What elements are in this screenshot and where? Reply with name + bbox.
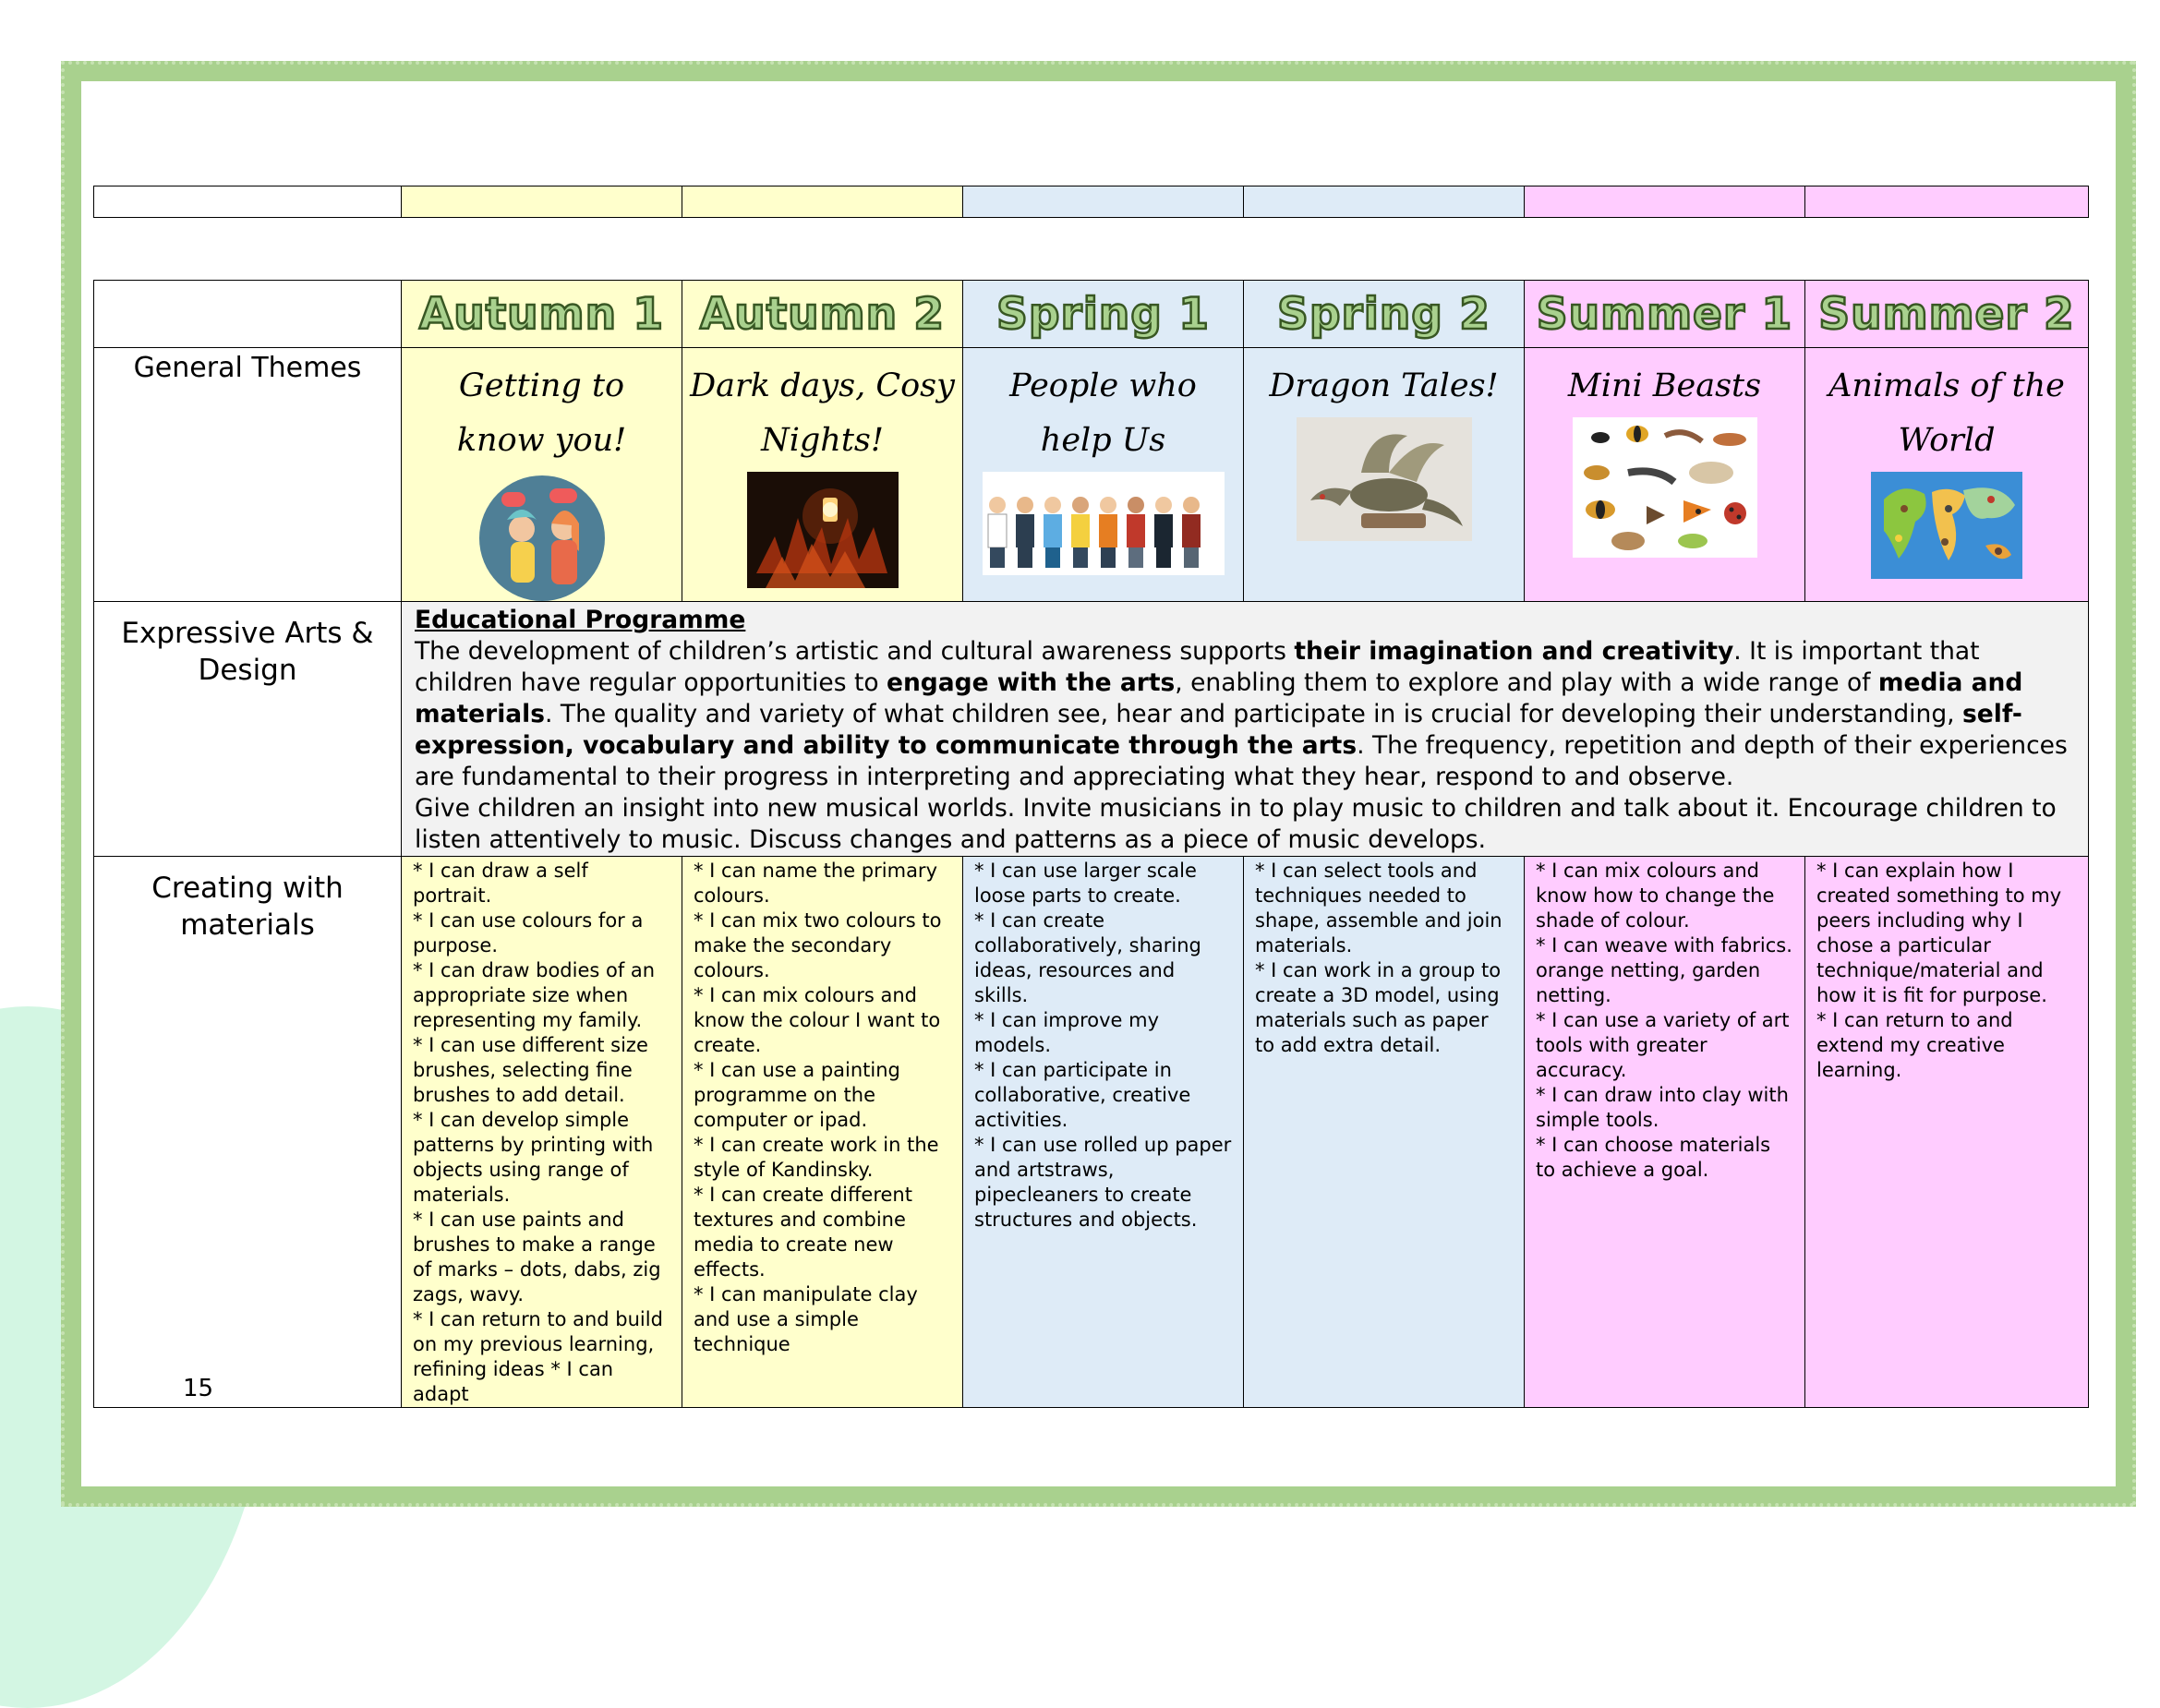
minibeasts-image [1573, 417, 1757, 558]
term-spring-1: Spring 1 [963, 281, 1244, 348]
theme-autumn-2 [682, 348, 963, 602]
text-span: . It is important that children have regular opportunities to [415, 637, 1980, 697]
strip-cell-autumn1 [402, 186, 682, 218]
theme-title-line1: Dark days, Cosy [690, 367, 955, 404]
emphasis-span: media and materials [415, 668, 2023, 728]
cwm-text: * I can name the primary colours. * I can mix two colours to make the secondary colours. * I can mix colours and know the colour I want to create. * I can use a painting programme on the computer or ipad. * I can create work in the style of Kandinsky. * I can create different textures and combine media to create new effects. * I can manipulate clay and use a simple technique [694, 860, 942, 1355]
cwm-cell-spring-1 [963, 857, 1244, 1408]
educational-programme-paragraph-1 [415, 636, 2075, 793]
text-span: . The frequency, repetition and depth of their experiences are fundamental to their progress in interpreting and appreciating what they hear, respond to and observe. [415, 731, 2068, 791]
cwm-cell-spring-2 [1244, 857, 1525, 1408]
curriculum-table [93, 280, 2089, 1408]
term-autumn-1: Autumn 1 [402, 281, 682, 348]
cwm-cell-autumn-1 [402, 857, 682, 1408]
term-summer-2: Summer 2 [1805, 281, 2089, 348]
theme-title-line2: Nights! [761, 422, 884, 459]
term-summer-1: Summer 1 [1525, 281, 1805, 348]
world-animals-map-image [1871, 472, 2022, 579]
text-span: , enabling them to explore and play with a wide range of [1175, 668, 1878, 697]
cwm-cell-summer-1 [1525, 857, 1805, 1408]
theme-title-line1: Mini Beasts [1567, 367, 1762, 404]
educational-programme-paragraph-2: Give children an insight into new musical worlds. Invite musicians in to play music to children and talk about it. Encourage children to listen attentively to music. Discuss changes and patterns as a piece of music develops. [415, 794, 2057, 854]
theme-title-line1: People who [1009, 367, 1197, 404]
theme-spring-2 [1244, 348, 1525, 602]
cwm-cell-autumn-2 [682, 857, 963, 1408]
theme-title-line2: help Us [1040, 422, 1166, 459]
page-number: 15 [183, 1375, 214, 1402]
cwm-text: * I can use larger scale loose parts to create. * I can create collaboratively, sharing ideas, resources and skills. * I can improve my models. * I can participate in collaborative, creative activities. * I can use rolled up paper and artstraws, pipecleaners to create structures and objects. [974, 860, 1232, 1231]
general-themes-row [94, 348, 2089, 602]
theme-summer-1 [1525, 348, 1805, 602]
creating-with-materials-row [94, 857, 2089, 1408]
text-span: . The quality and variety of what children see, hear and participate in is crucial for developing their understanding, [545, 700, 1962, 728]
community-helpers-image [983, 472, 1225, 575]
term-autumn-2: Autumn 2 [682, 281, 963, 348]
emphasis-span: their imagination and creativity [1294, 637, 1734, 666]
cwm-text: * I can select tools and techniques needed to shape, assemble and join materials. * I can work in a group to create a 3D model, using materials such as paper to add extra detail. [1255, 860, 1502, 1056]
theme-title-line2: know you! [456, 422, 627, 459]
theme-title-line2: World [1898, 422, 1996, 459]
strip-cell-blank [94, 186, 402, 218]
theme-autumn-1 [402, 348, 682, 602]
strip-cell-summer2 [1805, 186, 2089, 218]
term-header-row [94, 281, 2089, 348]
educational-programme-text [402, 602, 2089, 857]
dragon-image [1297, 417, 1472, 541]
cwm-cell-summer-2 [1805, 857, 2089, 1408]
term-spring-2: Spring 2 [1244, 281, 1525, 348]
row-label-general-themes: General Themes [94, 348, 402, 602]
lantern-night-image [747, 472, 899, 588]
expressive-arts-row [94, 602, 2089, 857]
theme-spring-1 [963, 348, 1244, 602]
header-strip-table [93, 186, 2089, 218]
corner-cell [94, 281, 402, 348]
text-span: The development of children’s artistic and cultural awareness supports [415, 637, 1295, 666]
cwm-text: * I can draw a self portrait. * I can use colours for a purpose. * I can draw bodies of an appropriate size when representing my family. * I can use different size brushes, selecting fine brushes to add detail. * I can develop simple patterns by printing with objects using range of materials. * I can use paints and brushes to make a range of marks – dots, dabs, zig zags, wavy. * I can return to and build on my previous learning, refining ideas * I can adapt [413, 860, 663, 1405]
cwm-text: * I can explain how I created something to my peers including why I chose a particular technique/material and how it is fit for purpose. * I can return to and extend my creative learning. [1816, 860, 2062, 1081]
row-label-creating-with-materials: Creating with materials [94, 857, 402, 1408]
emphasis-span: engage with the arts [886, 668, 1176, 697]
theme-summer-2 [1805, 348, 2089, 602]
theme-title-line1: Dragon Tales! [1269, 367, 1499, 404]
strip-cell-autumn2 [682, 186, 963, 218]
theme-title-line1: Animals of the [1828, 367, 2065, 404]
friends-talking-image [474, 472, 610, 601]
row-label-expressive-arts: Expressive Arts & Design [94, 602, 402, 857]
strip-cell-summer1 [1525, 186, 1805, 218]
educational-programme-heading: Educational Programme [415, 606, 746, 634]
theme-title-line1: Getting to [458, 367, 625, 404]
emphasis-span: self-expression, vocabulary and ability to communicate through the arts [415, 700, 2022, 760]
strip-cell-spring1 [963, 186, 1244, 218]
cwm-text: * I can mix colours and know how to change the shade of colour. * I can weave with fabrics. orange netting, garden netting. * I can use a variety of art tools with greater accuracy. * I can draw into clay with simple tools. * I can choose materials to achieve a goal. [1536, 860, 1792, 1181]
strip-cell-spring2 [1244, 186, 1525, 218]
